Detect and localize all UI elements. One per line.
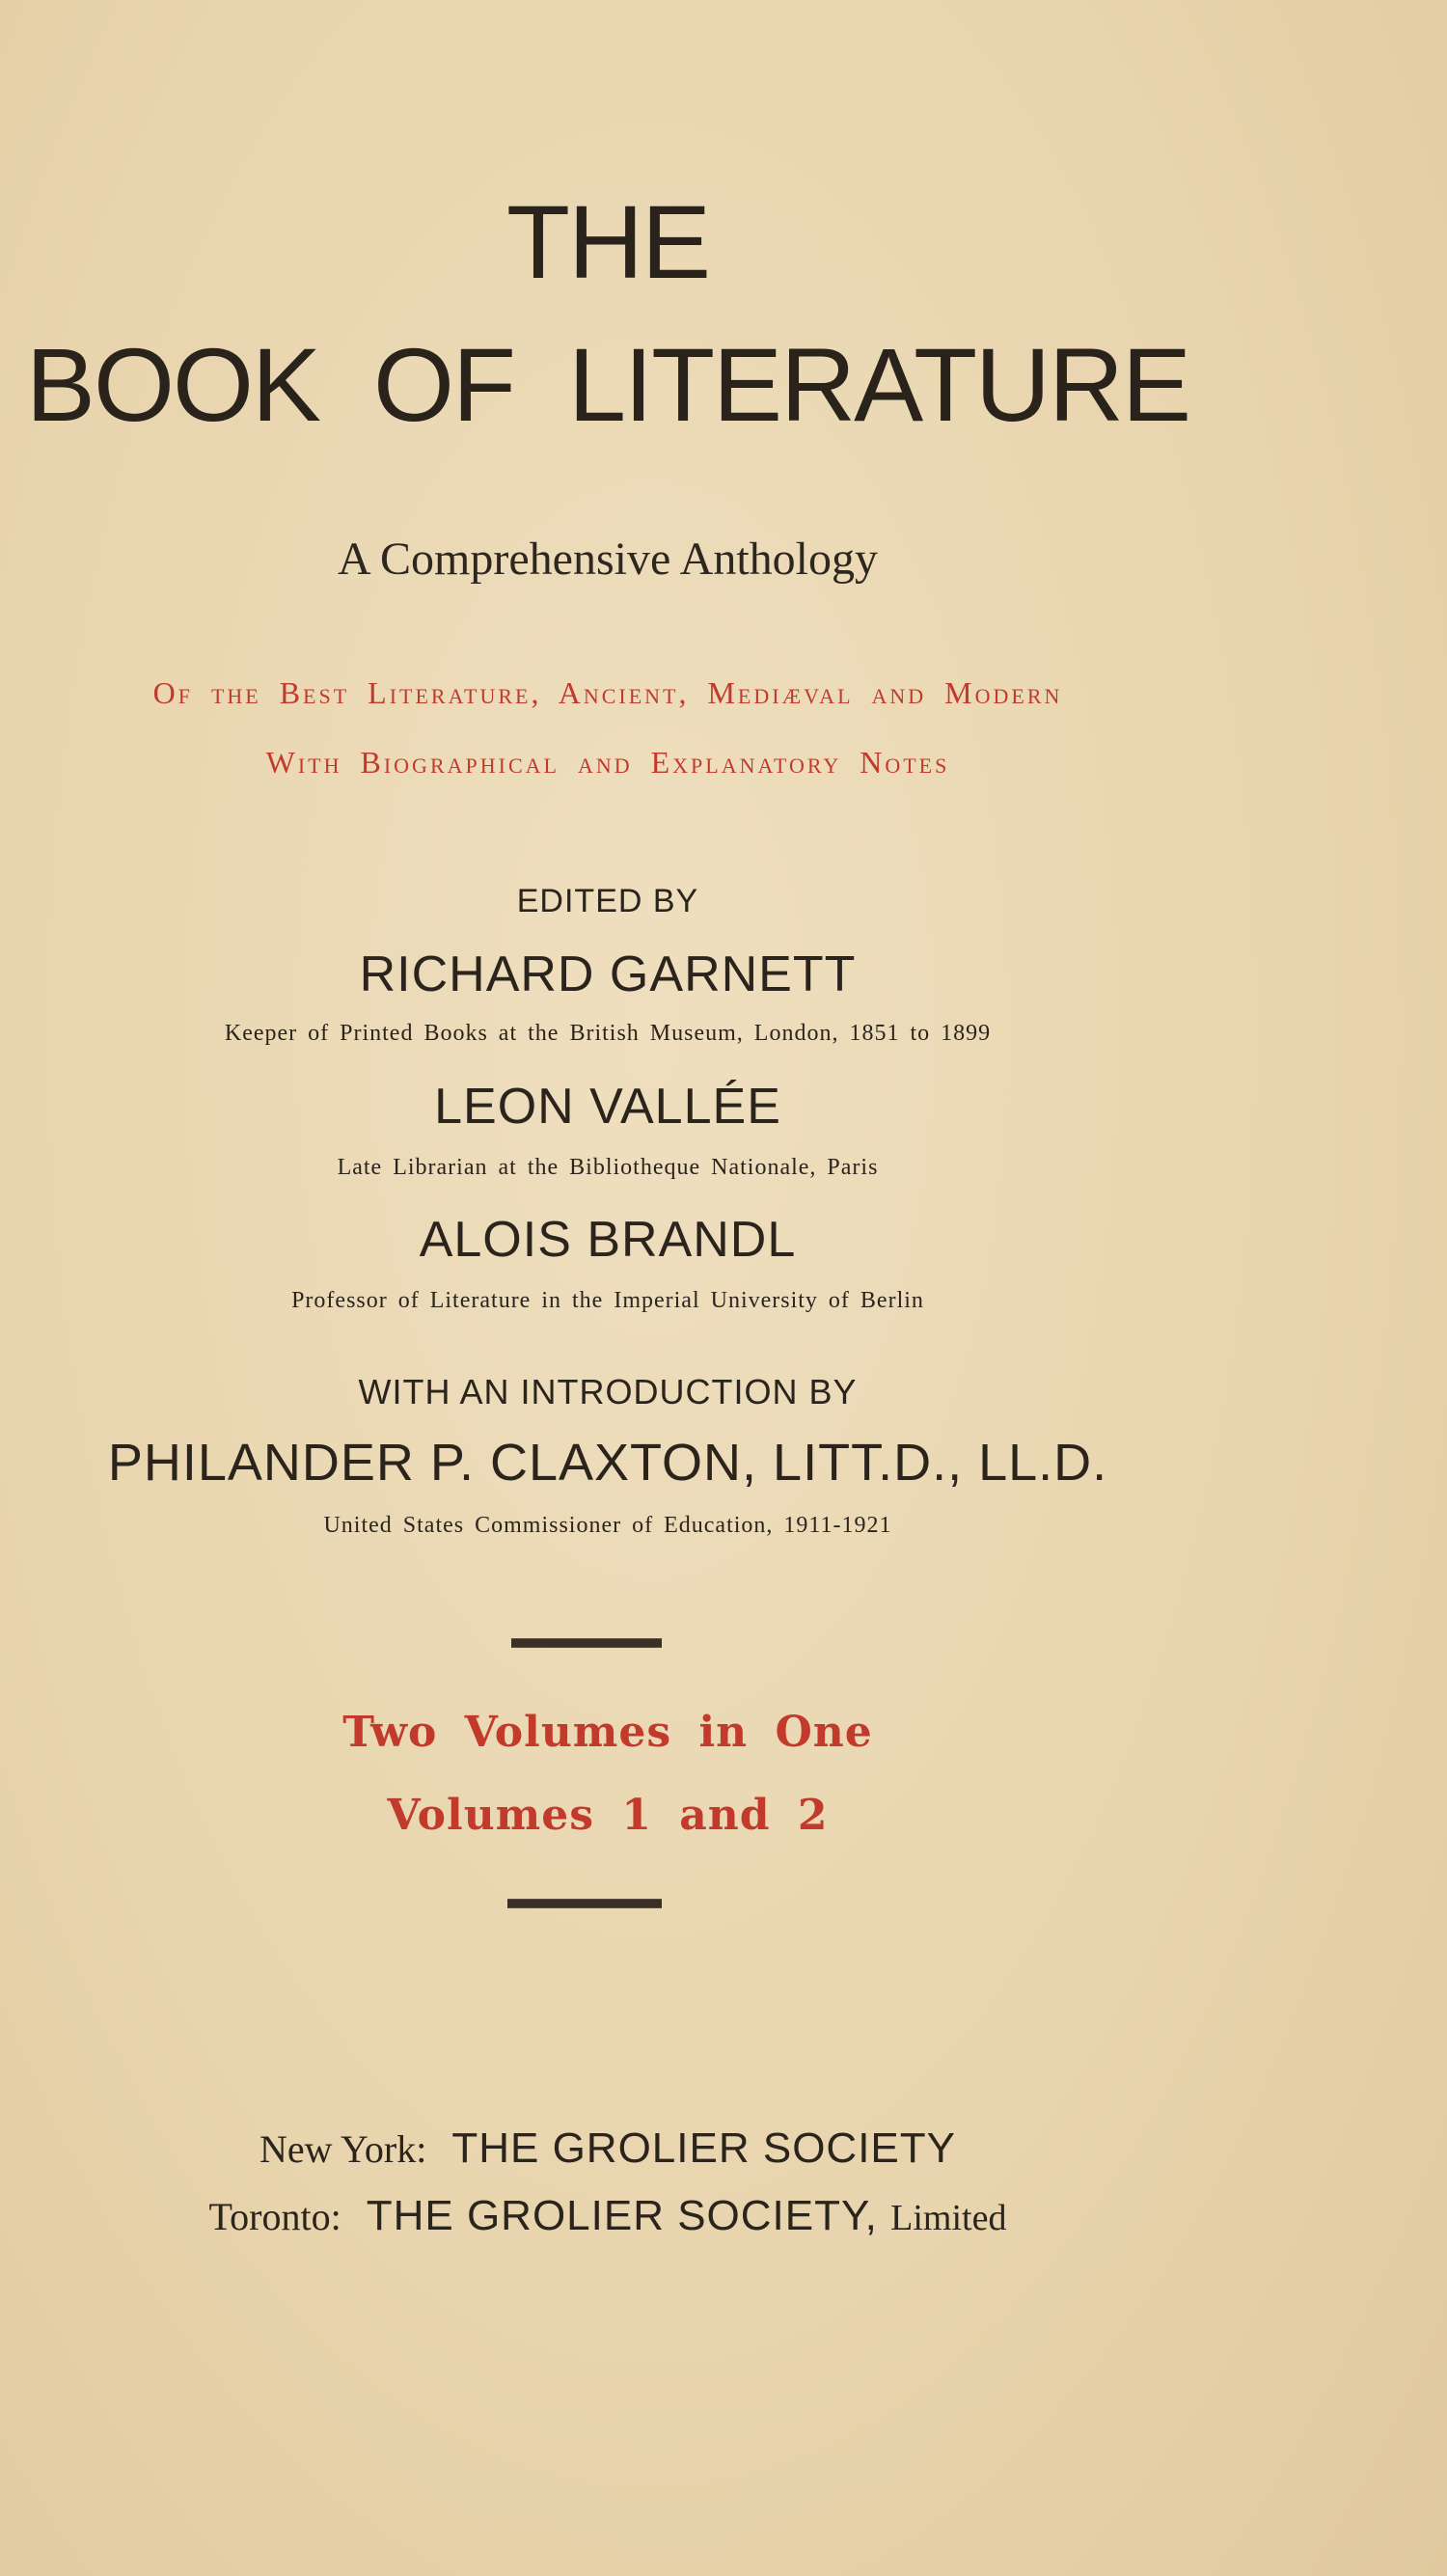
publisher-name: THE GROLIER SOCIETY <box>451 2124 956 2172</box>
volumes-line-2: Volumes 1 and 2 <box>387 1791 829 1840</box>
editor-name: LEON VALLÉE <box>434 1079 781 1135</box>
editor-role: Late Librarian at the Bibliotheque Nationale, Paris <box>337 1155 879 1180</box>
introduction-author-role: United States Commissioner of Education, 1911-1921 <box>323 1513 892 1538</box>
publisher-name: THE GROLIER SOCIETY, <box>366 2192 878 2239</box>
publisher-line <box>0 2192 1215 2240</box>
editor-name: ALOIS BRANDL <box>419 1212 797 1268</box>
editor-role: Keeper of Printed Books at the British Museum, London, 1851 to 1899 <box>224 1021 992 1046</box>
publisher-city: New York: <box>259 2127 427 2171</box>
editor-role: Professor of Literature in the Imperial University of Berlin <box>291 1288 924 1313</box>
publisher-city: Toronto: <box>208 2195 341 2238</box>
publisher-line <box>0 2124 1215 2173</box>
title-line-1: THE <box>506 183 709 300</box>
editor-name: RICHARD GARNETT <box>359 946 857 1002</box>
edited-by-label: EDITED BY <box>516 883 699 919</box>
title-line-2: BOOK OF LITERATURE <box>25 326 1190 443</box>
ornamental-rule <box>507 1899 662 1908</box>
introduction-author: PHILANDER P. CLAXTON, LITT.D., LL.D. <box>107 1434 1108 1492</box>
introduction-label: WITH AN INTRODUCTION BY <box>358 1372 858 1411</box>
description-line-2: With Biographical and Explanatory Notes <box>265 745 950 780</box>
publisher-suffix: Limited <box>890 2198 1007 2238</box>
subtitle: A Comprehensive Anthology <box>338 534 878 585</box>
volumes-line-1: Two Volumes in One <box>342 1708 873 1757</box>
description-line-1: Of the Best Literature, Ancient, Mediæval and Modern <box>152 675 1063 710</box>
ornamental-rule <box>511 1638 662 1648</box>
